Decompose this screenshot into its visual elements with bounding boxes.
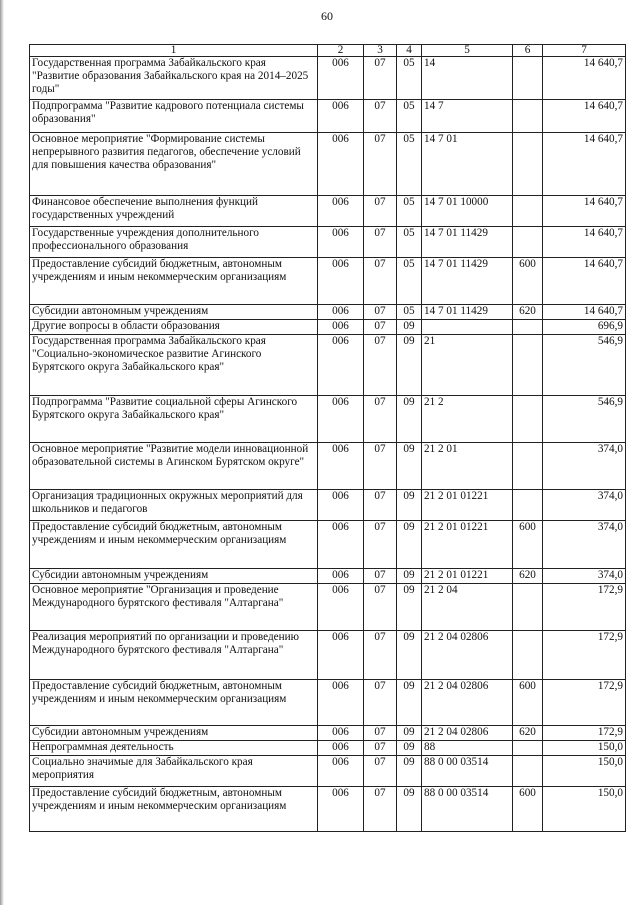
row-section-code: 07 [364,584,397,631]
row-section-code: 07 [364,490,397,521]
table-row [30,258,626,305]
row-section-code: 07 [364,196,397,227]
row-name: Основное мероприятие "Организация и проведение Международного бурятского фестиваля "Алтаргана" [30,584,318,631]
row-section-code: 07 [364,756,397,787]
row-section-code: 07 [364,631,397,680]
row-subsection-code: 09 [397,787,422,832]
row-admin-code: 006 [318,726,364,741]
table-row [30,741,626,756]
row-name: Субсидии автономным учреждениям [30,726,318,741]
row-expense-type [513,227,543,258]
scan-edge-shadow [0,0,4,905]
row-section-code: 07 [364,258,397,305]
table-row [30,443,626,490]
row-amount: 546,9 [543,396,626,443]
row-expense-type [513,100,543,133]
row-amount: 150,0 [543,787,626,832]
table-row [30,133,626,196]
row-admin-code: 006 [318,258,364,305]
row-admin-code: 006 [318,443,364,490]
row-section-code: 07 [364,726,397,741]
row-target-article: 21 2 01 [422,443,513,490]
row-expense-type [513,756,543,787]
row-amount: 172,9 [543,726,626,741]
row-admin-code: 006 [318,396,364,443]
row-amount: 546,9 [543,335,626,396]
row-admin-code: 006 [318,320,364,335]
row-name: Предоставление субсидий бюджетным, автономным учреждениям и иным некоммерческим организациям [30,258,318,305]
row-expense-type [513,57,543,100]
table-row [30,305,626,320]
row-name: Государственные учреждения дополнительного профессионального образования [30,227,318,258]
row-name: Подпрограмма "Развитие кадрового потенциала системы образования" [30,100,318,133]
table-row [30,57,626,100]
row-admin-code: 006 [318,100,364,133]
row-section-code: 07 [364,741,397,756]
table-row [30,227,626,258]
row-subsection-code: 09 [397,521,422,569]
row-expense-type [513,335,543,396]
row-expense-type [513,443,543,490]
row-target-article: 14 7 01 11429 [422,258,513,305]
row-section-code: 07 [364,443,397,490]
page-number: 60 [321,9,333,23]
row-amount: 150,0 [543,756,626,787]
row-subsection-code: 05 [397,227,422,258]
row-admin-code: 006 [318,227,364,258]
row-admin-code: 006 [318,335,364,396]
table-row [30,726,626,741]
row-target-article: 14 7 01 11429 [422,227,513,258]
table-row [30,756,626,787]
row-target-article: 21 2 04 02806 [422,680,513,726]
column-number-1: 1 [30,45,318,57]
row-admin-code: 006 [318,57,364,100]
row-section-code: 07 [364,305,397,320]
row-subsection-code: 05 [397,196,422,227]
row-subsection-code: 05 [397,100,422,133]
row-target-article: 88 [422,741,513,756]
row-target-article: 21 2 01 01221 [422,521,513,569]
row-expense-type [513,396,543,443]
row-target-article: 21 [422,335,513,396]
row-name: Предоставление субсидий бюджетным, автономным учреждениям и иным некоммерческим организациям [30,521,318,569]
table-row [30,787,626,832]
row-subsection-code: 09 [397,756,422,787]
row-amount: 374,0 [543,443,626,490]
row-admin-code: 006 [318,521,364,569]
row-expense-type [513,133,543,196]
row-name: Организация традиционных окружных мероприятий для школьников и педагогов [30,490,318,521]
row-expense-type [513,631,543,680]
row-subsection-code: 09 [397,335,422,396]
row-subsection-code: 09 [397,631,422,680]
row-amount: 14 640,7 [543,196,626,227]
row-subsection-code: 09 [397,320,422,335]
row-subsection-code: 09 [397,584,422,631]
row-subsection-code: 09 [397,443,422,490]
row-name: Предоставление субсидий бюджетным, автономным учреждениям и иным некоммерческим организациям [30,787,318,832]
column-number-4: 4 [397,45,422,57]
row-subsection-code: 09 [397,490,422,521]
column-number-2: 2 [318,45,364,57]
row-expense-type [513,196,543,227]
row-name: Государственная программа Забайкальского края "Социально-экономическое развитие Агинского Бурятского округа Забайкальского края" [30,335,318,396]
row-amount: 374,0 [543,490,626,521]
row-target-article: 21 2 04 02806 [422,631,513,680]
column-number-3: 3 [364,45,397,57]
row-expense-type [513,741,543,756]
row-section-code: 07 [364,787,397,832]
row-target-article: 88 0 00 03514 [422,756,513,787]
row-target-article: 14 [422,57,513,100]
row-amount: 172,9 [543,680,626,726]
row-subsection-code: 05 [397,305,422,320]
table-row [30,396,626,443]
row-subsection-code: 05 [397,133,422,196]
row-admin-code: 006 [318,756,364,787]
row-amount: 14 640,7 [543,100,626,133]
row-name: Государственная программа Забайкальского края "Развитие образования Забайкальского края на 2014–2025 годы" [30,57,318,100]
row-name: Подпрограмма "Развитие социальной сферы Агинского Бурятского округа Забайкальского края" [30,396,318,443]
row-amount: 14 640,7 [543,57,626,100]
row-target-article: 21 2 01 01221 [422,490,513,521]
row-target-article: 14 7 01 11429 [422,305,513,320]
table-row [30,521,626,569]
row-section-code: 07 [364,396,397,443]
table-row [30,320,626,335]
budget-table [29,44,626,832]
row-expense-type: 600 [513,521,543,569]
row-amount: 374,0 [543,569,626,584]
row-section-code: 07 [364,320,397,335]
row-name: Основное мероприятие "Развитие модели инновационной образовательной системы в Агинском Бурятском округе" [30,443,318,490]
row-amount: 150,0 [543,741,626,756]
row-amount: 14 640,7 [543,227,626,258]
row-name: Финансовое обеспечение выполнения функций государственных учреждений [30,196,318,227]
row-amount: 374,0 [543,521,626,569]
row-target-article [422,320,513,335]
row-subsection-code: 09 [397,726,422,741]
row-admin-code: 006 [318,196,364,227]
column-number-6: 6 [513,45,543,57]
row-target-article: 88 0 00 03514 [422,787,513,832]
row-section-code: 07 [364,57,397,100]
row-section-code: 07 [364,100,397,133]
row-expense-type: 620 [513,305,543,320]
table-row [30,584,626,631]
row-target-article: 14 7 [422,100,513,133]
row-admin-code: 006 [318,631,364,680]
row-admin-code: 006 [318,680,364,726]
row-name: Основное мероприятие "Формирование системы непрерывного развития педагогов, обеспечение условий для повышения качества образования" [30,133,318,196]
row-amount: 172,9 [543,584,626,631]
row-admin-code: 006 [318,787,364,832]
row-section-code: 07 [364,227,397,258]
row-expense-type [513,320,543,335]
row-amount: 14 640,7 [543,133,626,196]
row-target-article: 21 2 04 [422,584,513,631]
row-subsection-code: 09 [397,569,422,584]
table-row [30,196,626,227]
table-row [30,490,626,521]
row-admin-code: 006 [318,584,364,631]
row-admin-code: 006 [318,490,364,521]
row-name: Субсидии автономным учреждениям [30,569,318,584]
row-expense-type: 600 [513,258,543,305]
row-section-code: 07 [364,335,397,396]
row-amount: 696,9 [543,320,626,335]
row-expense-type [513,584,543,631]
row-expense-type: 600 [513,680,543,726]
row-amount: 14 640,7 [543,258,626,305]
row-section-code: 07 [364,521,397,569]
row-name: Непрограммная деятельность [30,741,318,756]
table-row [30,680,626,726]
table-header-row [30,45,626,57]
column-number-5: 5 [422,45,513,57]
row-admin-code: 006 [318,569,364,584]
row-admin-code: 006 [318,133,364,196]
table-row [30,335,626,396]
row-admin-code: 006 [318,741,364,756]
row-name: Предоставление субсидий бюджетным, автономным учреждениям и иным некоммерческим организациям [30,680,318,726]
row-subsection-code: 09 [397,741,422,756]
table-row [30,569,626,584]
column-number-7: 7 [543,45,626,57]
row-target-article: 14 7 01 10000 [422,196,513,227]
row-name: Реализация мероприятий по организации и проведению Международного бурятского фестиваля "Алтаргана" [30,631,318,680]
row-expense-type: 620 [513,569,543,584]
row-subsection-code: 09 [397,680,422,726]
row-name: Субсидии автономным учреждениям [30,305,318,320]
row-name: Социально значимые для Забайкальского края мероприятия [30,756,318,787]
row-amount: 14 640,7 [543,305,626,320]
row-target-article: 14 7 01 [422,133,513,196]
row-target-article: 21 2 01 01221 [422,569,513,584]
row-expense-type: 600 [513,787,543,832]
table-row [30,100,626,133]
row-expense-type: 620 [513,726,543,741]
row-name: Другие вопросы в области образования [30,320,318,335]
row-target-article: 21 2 [422,396,513,443]
row-expense-type [513,490,543,521]
row-section-code: 07 [364,569,397,584]
table-row [30,631,626,680]
row-admin-code: 006 [318,305,364,320]
row-target-article: 21 2 04 02806 [422,726,513,741]
row-subsection-code: 09 [397,396,422,443]
row-section-code: 07 [364,680,397,726]
row-section-code: 07 [364,133,397,196]
row-subsection-code: 05 [397,258,422,305]
row-amount: 172,9 [543,631,626,680]
row-subsection-code: 05 [397,57,422,100]
